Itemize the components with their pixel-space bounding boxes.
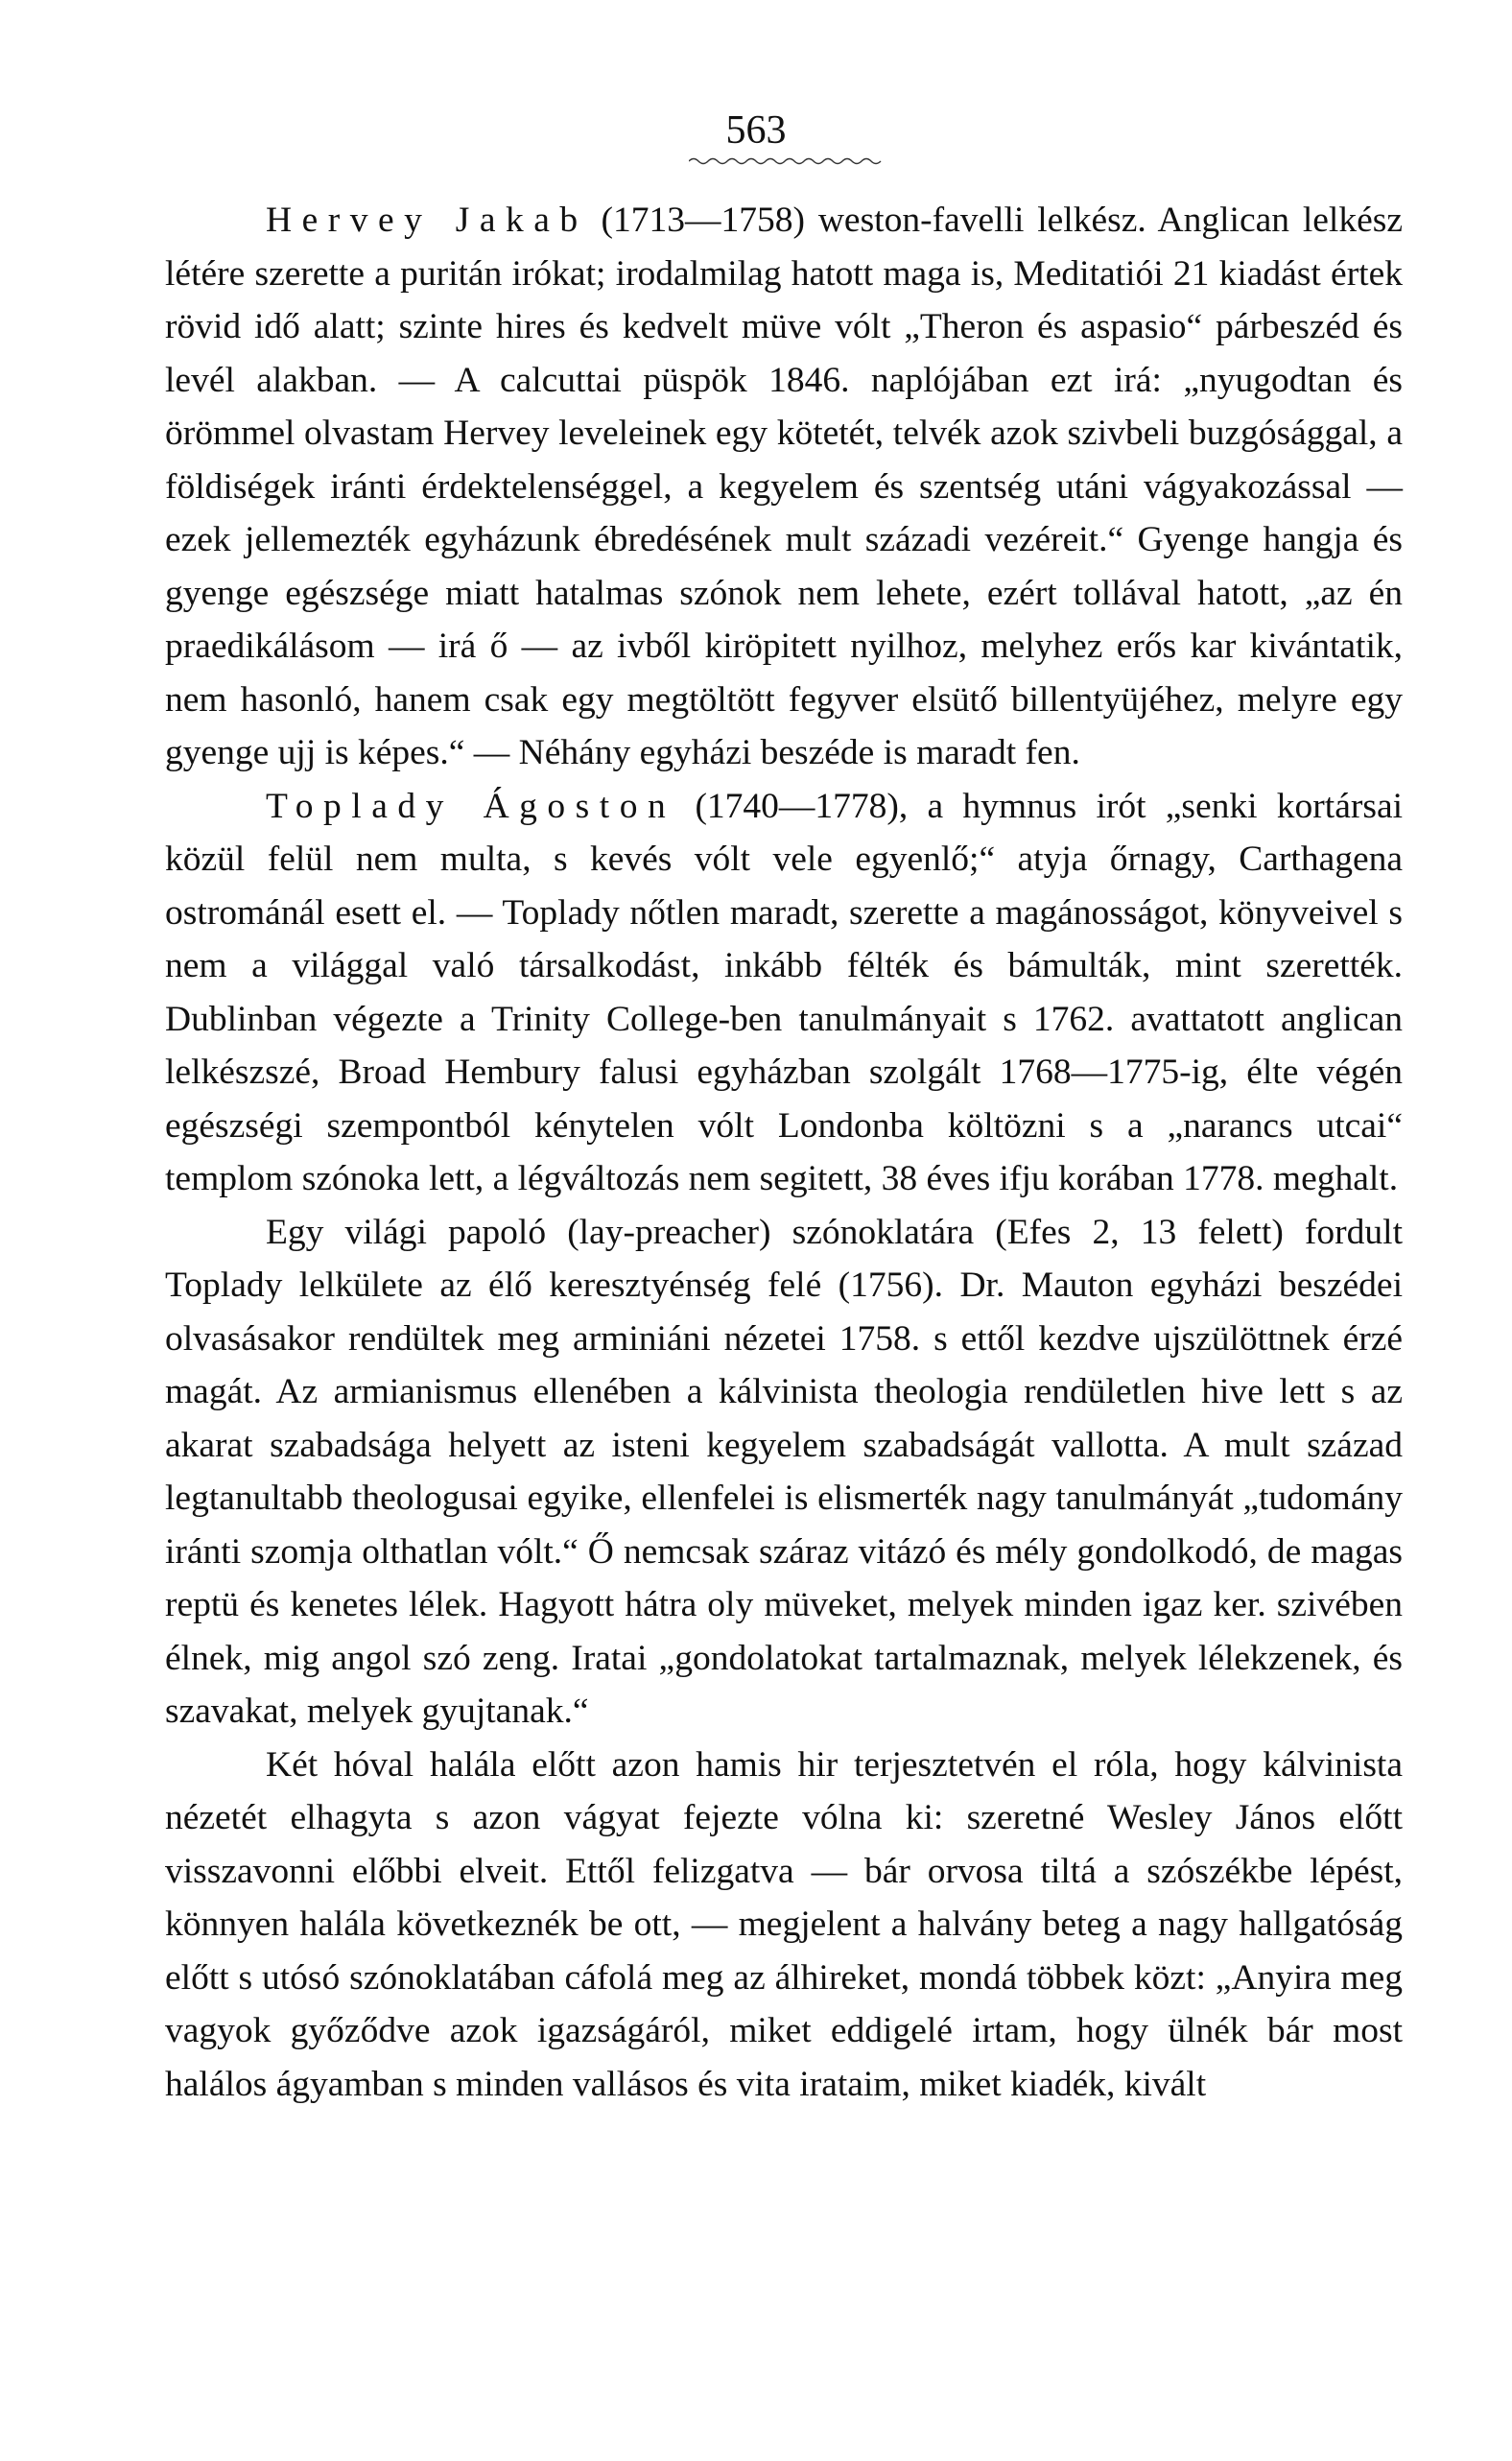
wavy-rule-ornament xyxy=(689,156,886,166)
name-toplady-agoston: Toplady Ágoston xyxy=(266,786,676,826)
paragraph-last-sermon xyxy=(165,1739,1403,2112)
page-number: 563 xyxy=(725,108,787,153)
paragraph-toplady xyxy=(165,780,1403,1206)
paragraph-text: (1740—1778), a hymnus irót „senki kortársai közül felül nem multa, s kevés vólt vele egyenlő;“ atyja őrnagy, Carthagena ostrománál esett el. — Toplady nőtlen maradt, szerette a magánosságot, könyveivel s nem a világgal való társalkodást, inkább félték és bámulták, mint szerették. Dublinban végezte a Trinity College-ben tanulmányait s 1762. avattatott anglican lelkészszé, Broad Hembury falusi egyházban szolgált 1768—1775-ig, élte végén egészségi szempontból kénytelen vólt Londonba költözni s a „narancs utcai“ templom szónoka lett, a légváltozás nem segitett, 38 éves ifju korában 1778. meghalt. xyxy=(165,786,1404,1198)
paragraph-text: (1713—1758) weston-favelli lelkész. Anglican lelkész létére szerette a puritán irókat; irodalmilag hatott maga is, Meditatiói 21 kiadást értek rövid idő alatt; szinte hires és kedvelt müve vólt „Theron és aspasio“ párbeszéd és levél alakban. — A calcuttai püspök 1846. naplójában ezt irá: „nyugodtan és örömmel olvastam Hervey leveleinek egy kötetét, telvék azok szivbeli buzgósággal, a földiségek iránti érdektelenséggel, a kegyelem és szentség utáni vágyakozással — ezek jellemezték egyházunk ébredésének mult századi vezéreit.“ Gyenge hangja és gyenge egészsége miatt hatalmas szónok nem lehete, ezért tollával hatott, „az én praedikálásom — irá ő — az ivből kiröpitett nyilhoz, melyhez erős kar kivántatik, nem hasonló, hanem csak egy megtöltött fegyver elsütő billentyüjéhez, melyre egy gyenge ujj is képes.“ — Néhány egyházi beszéde is maradt fen. xyxy=(165,201,1403,772)
paragraph-text: Egy világi papoló (lay-preacher) szónoklatára (Efes 2, 13 felett) fordult Toplady lelkülete az élő keresztyénség felé (1756). Dr. Mauton egyházi beszédei olvasásakor rendültek meg arminiáni nézetei 1758. s ettől kezdve ujszülöttnek érzé magát. Az armianismus ellenében a kálvinista theologia rendületlen hive lett s az akarat szabadsága helyett az isteni kegyelem szabadságát vallotta. A mult század legtanultabb theologusai egyike, ellenfelei is elismerték nagy tanulmányát „tudomány iránti szomja olthatlan vólt.“ Ő nemcsak száraz vitázó és mély gondolkodó, de magas reptü és kenetes lélek. Hagyott hátra oly müveket, melyek minden igaz ker. szivében élnek, mig angol szó zeng. Iratai „gondolatokat tartalmaznak, melyek lélekzenek, és szavakat, melyek gyujtanak.“ xyxy=(165,1212,1403,1731)
name-hervey-jakab: Hervey Jakab xyxy=(266,201,588,240)
body-text xyxy=(165,194,1403,2111)
paragraph-text: Két hóval halála előtt azon hamis hir terjesztetvén el róla, hogy kálvinista nézetét elhagyta s azon vágyat fejezte vólna ki: szeretné Wesley János előtt visszavonni előbbi elveit. Ettől felizgatva — bár orvosa tiltá a szószékbe lépést, könnyen halála következnék be ott, — megjelent a halvány beteg a nagy hallgatóság előtt s utósó szónoklatában cáfolá meg az álhireket, mondá többek közt: „Anyira meg vagyok győződve azok igazságáról, miket eddigelé irtam, hogy ülnék bár most halálos ágyamban s minden vallásos és vita irataim, miket kiadék, kivált xyxy=(165,1744,1403,2104)
paragraph-conversion xyxy=(165,1206,1403,1739)
paragraph-hervey xyxy=(165,194,1403,780)
